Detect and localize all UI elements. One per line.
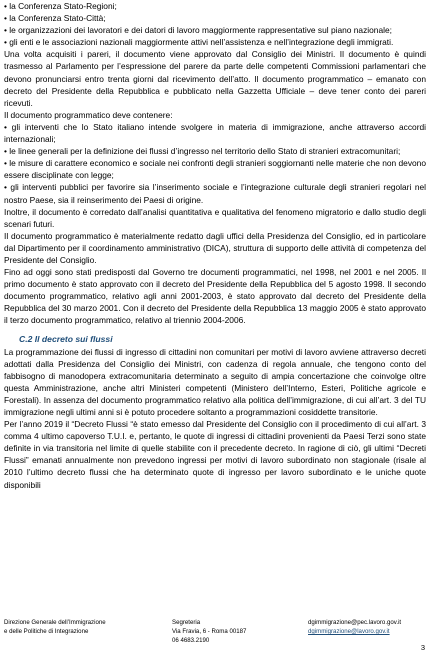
bullet-conferenza-stato-citta: • la Conferenza Stato-Città;	[4, 13, 106, 24]
bullet-interventi-pubblici: • gli interventi pubblici per favorire sia l’inserimento sociale e l’integrazione culturale degli stranieri regolari nel nostro Paese, sia il reinserimento dei Paesi di origine.	[4, 182, 426, 205]
bullet-enti-associazioni: • gli enti e le associazioni nazionali maggiormente attivi nell’assistenza e nell’integrazione degli immigrati.	[4, 37, 394, 48]
bullet-misure: • le misure di carattere economico e sociale nei confronti degli stranieri soggiornanti nelle materie che non devono essere disciplinate con legge;	[4, 158, 426, 181]
footer-secretariat: Segreteria Via Fravia, 6 - Roma 00187 06 4683.2190	[172, 619, 247, 644]
section-heading: C.2 Il decreto sui flussi	[19, 333, 113, 344]
paragraph-redazione: Il documento programmatico è materialmente redatto dagli uffici della Presidenza del Consiglio, ed in particolare dal Dipartimento per il coordinamento amministrativo (DICA), struttura di supporto delle attività di competenza del Presidente del Consiglio.	[4, 230, 426, 265]
paragraph-decreto-2019: Per l’anno 2019 il “Decreto Flussi “è stato emesso dal Presidente del Consiglio con il procedimento di cui all’art. 3 comma 4 ultimo capoverso T.U.I. e, pertanto, le quote di ingressi di cittadini provenienti da Paesi Terzi sono state definite in via transitoria nel limite di quelle stabilite con il precedente decreto. In ragione di ciò, gli ultimi “Decreti Flussi” emanati annualmente non prevedono ingressi per motivi di lavoro subordinato non stagionale (risale al 2010 l’ultimo decreto flussi che ha determinato quote di ingresso per lavoro subordinato e le uniche quote disponibili	[4, 419, 426, 490]
page-footer	[0, 612, 431, 654]
paragraph-analisi: Inoltre, il documento è corredato dall’analisi quantitativa e qualitativa del fenomeno migratorio e dallo studio degli scenari futuri.	[4, 206, 426, 229]
bullet-conferenza-stato-regioni: • la Conferenza Stato-Regioni;	[4, 1, 117, 11]
footer-contacts	[308, 618, 401, 636]
pec-email[interactable]: dgimmigrazione@pec.lavoro.gov.it	[308, 619, 402, 626]
bullet-interventi: • gli interventi che lo Stato italiano intende svolgere in materia di immigrazione, anche attraverso accordi internazionali;	[4, 121, 426, 145]
paragraph-approvazione: Una volta acquisiti i pareri, il documento viene approvato dal Consiglio dei Ministri. Il documento è quindi trasmesso al Parlamento per l’espressione del parere da parte delle competenti Commissioni parlamentari che devono pronunciarsi entro trenta giorni dal ricevimento dell’atto. Il documento programmatico – emanato con decreto del Presidente della Repubblica e pubblicato nella Gazzetta Ufficiale – deve tener conto dei pareri ricevuti.	[4, 49, 426, 108]
footer-directorate: Direzione Generale dell’Immigrazione e delle Politiche di Integrazione	[4, 619, 106, 635]
paragraph-contenuto-intro: Il documento programmatico deve contenere:	[4, 109, 173, 120]
bullet-organizzazioni: • le organizzazioni dei lavoratori e dei datori di lavoro maggiormente rappresentative sul piano nazionale;	[4, 25, 392, 36]
paragraph-storia-documenti: Fino ad oggi sono stati predisposti dal Governo tre documenti programmatici, nel 1998, nel 2001 e nel 2005. Il primo documento è stato approvato con il decreto del Presidente della Repubblica del 5 agosto 1998. Il secondo documento programmatico, relativo agli anni 2001-2003, è stato approvato dal decreto del Presidente della Repubblica del 30 marzo 2001. Con il decreto del Presidente della Repubblica 13 maggio 2005 è stato approvato il terzo documento programmatico, relativo al triennio 2004-2006.	[4, 267, 426, 326]
paragraph-programmazione: La programmazione dei flussi di ingresso di cittadini non comunitari per motivi di lavoro avviene attraverso decreti adottati dalla Presidenza del Consiglio dei Ministri, con cadenza di regola annuale, che tengono conto del fabbisogno di manodopera extracomunitaria determinato a seguito di ampia concertazione che coinvolge oltre questa Amministrazione, anche altri Ministeri competenti (Ministero dell’Interno, Esteri, Politiche agricole e Forestali). In assenza del documento programmatico relativo alla politica dell’immigrazione, di cui all’art. 3 del TU immigrazione negli ultimi anni si è potuto procedere soltanto a programmazioni cosiddette transitorie.	[4, 346, 426, 417]
page-number: 3	[420, 643, 425, 652]
document-body	[4, 0, 426, 491]
email-link[interactable]: dgimmigrazione@lavoro.gov.it	[308, 628, 390, 635]
bullet-linee-generali: • le linee generali per la definizione dei flussi d’ingresso nel territorio dello Stato di stranieri extracomunitari;	[4, 146, 401, 157]
